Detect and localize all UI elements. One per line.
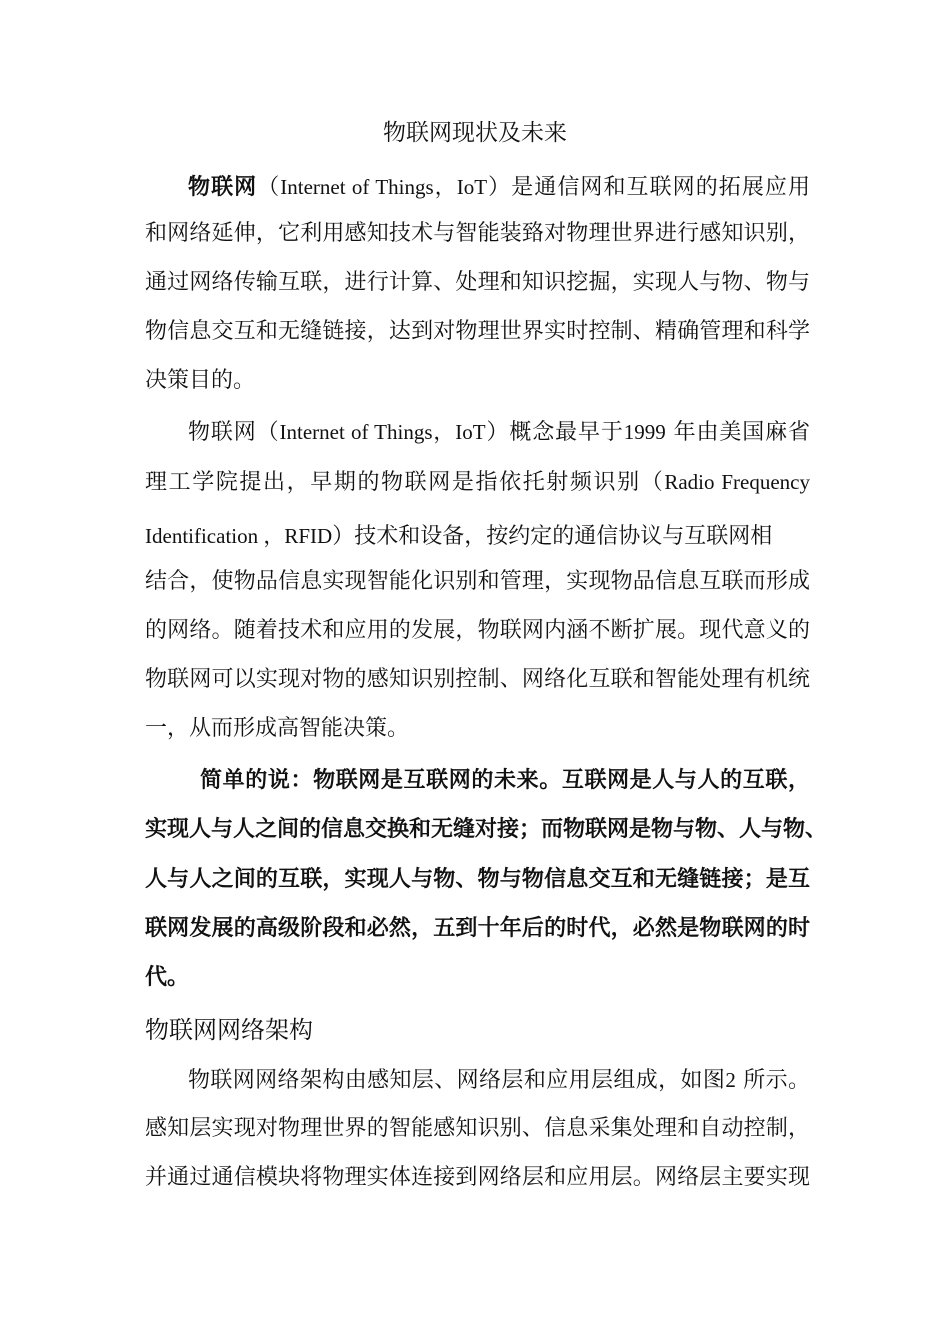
year-text: 1999 — [623, 420, 666, 444]
latin-text: Internet of Things，IoT — [280, 175, 488, 199]
term-iot: 物联网 — [188, 175, 258, 200]
paragraph-3-line-3: 人与人之间的互联，实现人与物、物与物信息交互和无缝链接；是互 — [145, 867, 810, 892]
paragraph-4-line-2: 感知层实现对物理世界的智能感知识别、信息采集处理和自动控制， — [145, 1116, 810, 1141]
paragraph-1-line-5: 决策目的。 — [145, 368, 256, 393]
latin-text: Radio Frequency — [664, 470, 810, 494]
paragraph-1-line-2: 和网络延伸，它利用感知技术与智能装臵对物理世界进行感知识别， — [145, 221, 810, 246]
line-text: 物联网网络架构由感知层、网络层和应用层组成，如图 — [188, 1068, 726, 1093]
paragraph-2-line-5: 的网络。随着技术和应用的发展，物联网内涵不断扩展。现代意义的 — [145, 618, 810, 643]
document-title: 物联网现状及未来 — [383, 120, 567, 146]
paragraph-3-line-4: 联网发展的高级阶段和必然，五到十年后的时代，必然是物联网的时 — [145, 916, 810, 941]
paragraph-2-line-7: 一，从而形成高智能决策。 — [145, 716, 410, 741]
line-text: 物联网（ — [188, 420, 280, 445]
line-text: ）概念最早于 — [485, 420, 624, 445]
section-heading: 物联网网络架构 — [145, 1016, 313, 1044]
paragraph-1-line-4: 物信息交互和无缝链接，达到对物理世界实时控制、精确管理和科学 — [145, 319, 810, 344]
line-text: ）技术和设备，按约定的通信协议与互联网相 — [332, 524, 773, 549]
paragraph-2-line-4: 结合，使物品信息实现智能化识别和管理，实现物品信息互联而形成 — [145, 569, 810, 594]
paragraph-4-line-3: 并通过通信模块将物理实体连接到网络层和应用层。网络层主要实现 — [145, 1165, 810, 1190]
latin-text: Identification ，RFID — [145, 524, 333, 548]
paragraph-2-line-2 — [145, 465, 810, 500]
paragraph-3-line-2: 实现人与人之间的信息交换和无缝对接；而物联网是物与物、人与物、 — [145, 817, 828, 842]
paragraph-3-line-1: 简单的说：物联网是互联网的未来。互联网是人与人的互联， — [200, 768, 810, 793]
paragraph-2-line-1 — [188, 415, 810, 450]
line-text: 理工学院提出，早期的物联网是指依托射频识别（ — [145, 470, 665, 495]
paragraph-1-line-3: 通过网络传输互联，进行计算、处理和知识挖掘，实现人与物、物与 — [145, 270, 810, 295]
paragraph-2-line-6: 物联网可以实现对物的感知识别控制、网络化互联和智能处理有机统 — [145, 667, 810, 692]
line-text: 年由美国麻省 — [673, 420, 810, 445]
paragraph-2-line-3 — [145, 519, 810, 554]
line-text: ）是通信网和互联网的拓展应用 — [487, 175, 810, 200]
paragraph-4-line-1 — [188, 1063, 810, 1098]
paragraph-1-line-1 — [188, 170, 810, 205]
line-text: 所示。 — [743, 1068, 810, 1093]
open-paren: （ — [257, 175, 281, 200]
paragraph-3-line-5: 代。 — [145, 965, 190, 990]
latin-text: Internet of Things，IoT — [279, 420, 486, 444]
figure-number: 2 — [725, 1068, 736, 1092]
